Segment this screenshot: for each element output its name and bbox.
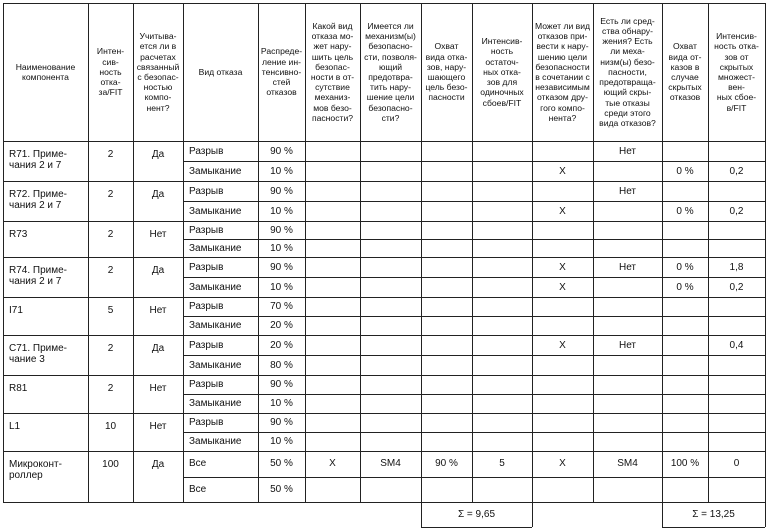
mode-divider [183,355,765,356]
component-counted: Да [151,459,165,470]
component-name: R74. Приме- чания 2 и 7 [9,265,68,287]
component-name: Микроконт- роллер [9,459,62,481]
mode-divider [183,477,765,478]
column-divider [662,3,663,502]
column-divider [3,3,4,502]
failure-mode: Разрыв [189,379,224,390]
failure-distribution: 90 % [270,185,293,197]
cell-latent-fit: 0,2 [729,205,744,217]
mode-divider [183,432,765,433]
component-counted: Нет [149,421,167,432]
column-divider [258,3,259,502]
failure-distribution: 10 % [270,165,293,177]
failure-distribution: 50 % [270,483,293,495]
column-header: Есть ли сред- ства обнару- жения? Есть ли меха- низм(ы) безо- пасности, предотвраща- ющий скры- тые отказы среди этого вида отказов? [599,15,656,128]
failure-mode: Все [189,458,207,470]
mode-divider [183,277,765,278]
column-header: Распреде- ление ин- тенсивно- стей отказов [260,46,303,98]
failure-mode: Разрыв [189,145,224,157]
failure-distribution: 90 % [270,224,293,236]
cell-latent-fit: 0 [733,458,740,470]
column-divider [532,3,533,502]
component-counted: Нет [149,305,167,316]
failure-mode: Разрыв [189,417,224,428]
mode-divider [183,394,765,395]
table-top-border [3,3,765,4]
component-counted: Да [151,189,165,200]
cell-combined: X [559,458,566,470]
failure-distribution: 20 % [270,339,293,351]
failure-mode: Разрыв [189,301,224,312]
detection-means: Нет [618,339,637,351]
component-fit: 2 [107,229,114,240]
group-divider [3,502,765,503]
column-header: Вид отказа [198,66,243,77]
component-fit: 5 [107,305,114,316]
component-name: I71 [9,305,23,316]
failure-distribution: 90 % [270,379,293,390]
failure-mode: Замыкание [189,398,242,409]
column-header: Наименование компонента [15,61,76,82]
column-header: Интенсив- ность отка- зов от скрытых множест- вен- ных сбое- в/FIT [714,31,759,113]
mode-divider [183,316,765,317]
failure-distribution: 50 % [270,458,293,470]
cell-latent-fit: 0,4 [729,339,744,351]
latent-fit-total: Σ = 13,25 [692,509,735,520]
failure-distribution: 90 % [270,261,293,273]
failure-mode: Все [189,483,207,495]
failure-distribution: 10 % [270,281,293,293]
cell-latent-coverage: 100 % [670,458,700,470]
component-name: R73 [9,229,28,240]
detection-means: Нет [618,261,637,273]
component-fit: 2 [107,189,114,200]
failure-distribution: 70 % [270,301,293,312]
component-name: C71. Приме- чание 3 [9,343,68,365]
column-header: Имеется ли механизм(ы) безопасно- сти, позволя- ющий предотвра- тить нару- шение цели безопасно- сти? [364,20,417,123]
column-divider [133,3,134,502]
column-divider [421,3,422,502]
component-fit: 10 [104,421,117,432]
column-header: Интенсив- ность остаточ- ных отка- зов для одиночных сбоев/FIT [480,36,524,108]
cell-combined: X [559,205,566,217]
column-header: Охват вида от- казов в случае скрытых отказов [668,41,702,103]
cell-latent-coverage: 0 % [676,165,694,177]
column-divider [765,3,766,502]
failure-distribution: 10 % [270,398,293,409]
column-divider [593,3,594,502]
component-fit: 2 [107,149,114,160]
failure-distribution: 80 % [270,359,293,371]
residual-fit-total: Σ = 9,65 [457,509,496,520]
failure-distribution: 20 % [270,320,293,331]
failure-mode: Замыкание [189,320,242,331]
component-fit: 2 [107,265,114,276]
cell-detection: SM4 [617,458,638,470]
failure-mode: Замыкание [189,359,242,371]
mode-divider [183,201,765,202]
failure-distribution: 90 % [270,145,293,157]
column-header: Охват вида отка- зов, нару- шающего цель безо- пасности [425,41,468,103]
component-counted: Да [151,265,165,276]
column-divider [183,3,184,502]
failure-mode: Замыкание [189,436,242,447]
cell-latent-coverage: 0 % [676,205,694,217]
cell-mechanism: SM4 [380,458,401,470]
failure-distribution: 90 % [270,417,293,428]
failure-mode: Разрыв [189,185,224,197]
cell-combined: X [559,339,566,351]
component-name: R71. Приме- чания 2 и 7 [9,149,68,171]
cell-combined: X [559,261,566,273]
column-divider [360,3,361,502]
column-header: Интен- сив- ность отка- за/FIT [96,46,125,98]
failure-mode: Разрыв [189,261,224,273]
cell-combined: X [559,165,566,177]
component-fit: 2 [107,383,114,394]
column-divider [472,3,473,502]
column-header: Какой вид отказа мо- жет нару- шить цель безопас- ности в от- сутствие механиз- мов безо- пасности? [310,20,355,123]
failure-distribution: 10 % [270,242,293,254]
failure-mode: Замыкание [189,205,242,217]
component-counted: Да [151,149,165,160]
failure-distribution: 10 % [270,436,293,447]
component-counted: Нет [149,383,167,394]
column-divider [305,3,306,502]
component-name: L1 [9,421,21,432]
detection-means: Нет [618,185,637,197]
column-header: Учитыва- ется ли в расчетах связанный с безопас- ностью компо- нент? [136,31,180,113]
failure-mode: Замыкание [189,242,242,254]
cell-latent-fit: 1,8 [729,261,744,273]
component-counted: Да [151,343,165,354]
column-header: Может ли вид отказов при- вести к нару- шению цели безопасности в сочетании с независимым отказом дру- гого компо- нента? [534,20,591,123]
failure-mode: Разрыв [189,339,224,351]
failure-mode: Замыкание [189,281,242,293]
cell-latent-fit: 0,2 [729,281,744,293]
cell-violates: X [329,458,336,470]
column-divider [708,3,709,502]
cell-combined: X [559,281,566,293]
cell-latent-coverage: 0 % [676,261,694,273]
failure-mode: Разрыв [189,224,224,236]
component-fit: 2 [107,343,114,354]
cell-residual: 5 [499,458,505,470]
component-name: R72. Приме- чания 2 и 7 [9,189,68,211]
component-fit: 100 [102,459,119,470]
cell-latent-coverage: 0 % [676,281,694,293]
detection-means: Нет [618,145,637,157]
component-name: R81 [9,383,28,394]
component-counted: Нет [149,229,167,240]
header-bottom-border [3,141,765,142]
failure-distribution: 10 % [270,205,293,217]
mode-divider [183,161,765,162]
column-divider [88,3,89,502]
cell-coverage: 90 % [435,458,458,470]
failure-mode: Замыкание [189,165,242,177]
mode-divider [183,239,765,240]
cell-latent-fit: 0,2 [729,165,744,177]
